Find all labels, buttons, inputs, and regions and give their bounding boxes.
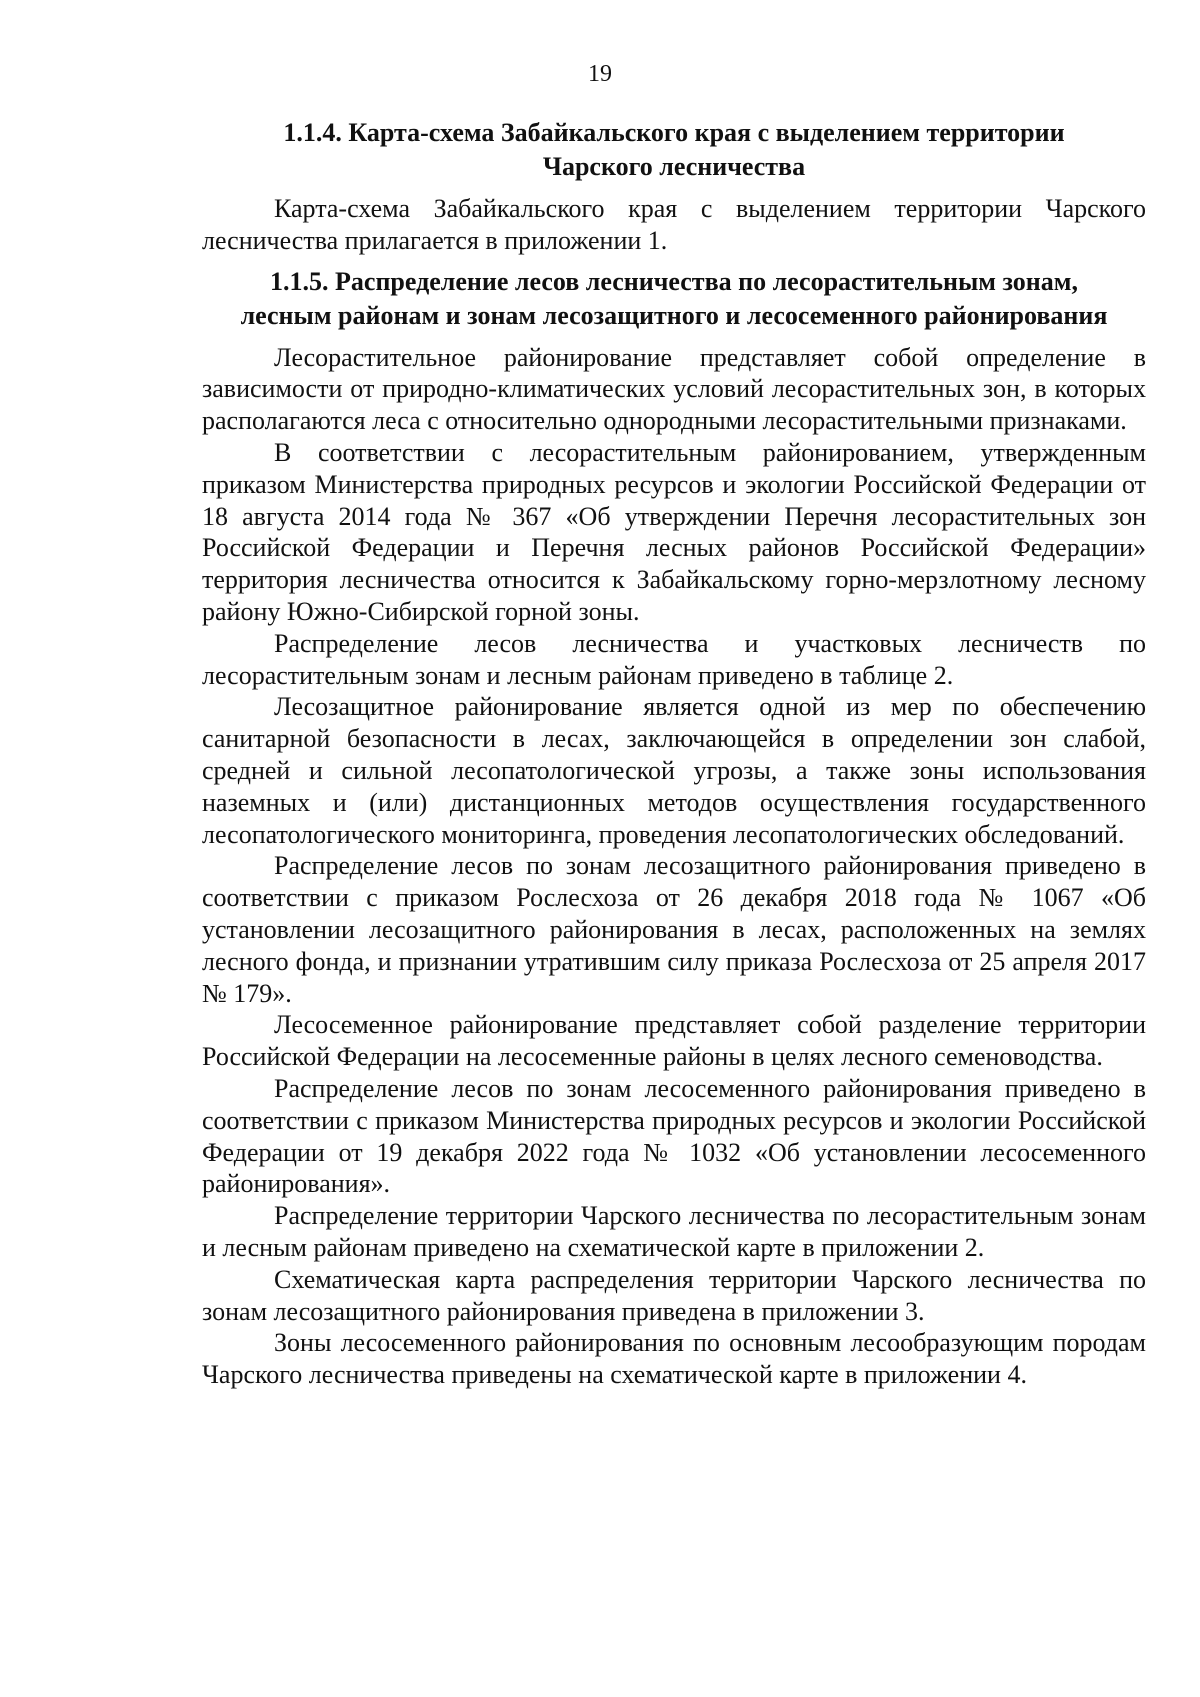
paragraph: Распределение территории Чарского лесничества по лесорастительным зонам и лесным районам приведено на схематической карте в приложении 2.: [202, 1201, 1146, 1262]
paragraph: Лесосеменное районирование представляет собой разделение территории Российской Федерации на лесосеменные районы в целях лесного семеноводства.: [202, 1010, 1146, 1072]
paragraph: Распределение лесов лесничества и участковых лесничеств по лесорастительным зонам и лесным районам приведено в таблице 2.: [202, 628, 1146, 690]
paragraph: Схематическая карта распределения территории Чарского лесничества по зонам лесозащитного районирования приведена в приложении 3.: [202, 1264, 1146, 1326]
page-content: [202, 116, 1146, 1391]
paragraph: Лесорастительное районирование представляет собой определение в зависимости от природно-климатических условий лесорастительных зон, в которых располагаются леса с относительно однородными лесорастительными признаками.: [202, 342, 1146, 436]
section-heading-line: лесным районам и зонам лесозащитного и лесосеменного районирования: [240, 300, 1108, 330]
section-heading-line: 1.1.5. Распределение лесов лесничества по лесорастительным зонам,: [270, 266, 1078, 296]
paragraph: Зоны лесосеменного районирования по основным лесообразующим породам Чарского лесничества приведены на схематической карте в приложении 4.: [202, 1328, 1146, 1390]
section-heading-line: Чарского лесничества: [542, 152, 806, 181]
paragraph: Карта-схема Забайкальского края с выделением территории Чарского лесничества прилагается в приложении 1.: [202, 194, 1146, 255]
paragraph: Распределение лесов по зонам лесосеменного районирования приведено в соответствии с приказом Министерства природных ресурсов и экологии Российской Федерации от 19 декабря 2022 года № 1032 «Об установлении лесосеменного районирования».: [202, 1073, 1146, 1199]
paragraph: Распределение лесов по зонам лесозащитного районирования приведено в соответствии с приказом Рослесхоза от 26 декабря 2018 года № 1067 «Об установлении лесозащитного районирования в лесах, расположенных на землях лесного фонда, и признании утратившим силу приказа Рослесхоза от 25 апреля 2017 № 179».: [202, 851, 1146, 1008]
paragraph: Лесозащитное районирование является одной из мер по обеспечению санитарной безопасности в лесах, заключающейся в определении зон слабой, средней и сильной лесопатологической угрозы, а также зоны использования наземных и (или) дистанционных методов осуществления государственного лесопатологического мониторинга, проведения лесопатологических обследований.: [202, 692, 1146, 849]
section-heading-line: 1.1.4. Карта-схема Забайкальского края с выделением территории: [283, 118, 1065, 147]
section-heading-1-1-4: [202, 116, 1146, 184]
page-number: 19: [588, 61, 612, 87]
section-heading-1-1-5: [202, 265, 1146, 333]
paragraph: В соответствии с лесорастительным районированием, утвержденным приказом Министерства природных ресурсов и экологии Российской Федерации от 18 августа 2014 года № 367 «Об утверждении Перечня лесорастительных зон Российской Федерации и Перечня лесных районов Российской Федерации» территория лесничества относится к Забайкальскому горно-мерзлотному лесному району Южно-Сибирской горной зоны.: [202, 437, 1146, 626]
